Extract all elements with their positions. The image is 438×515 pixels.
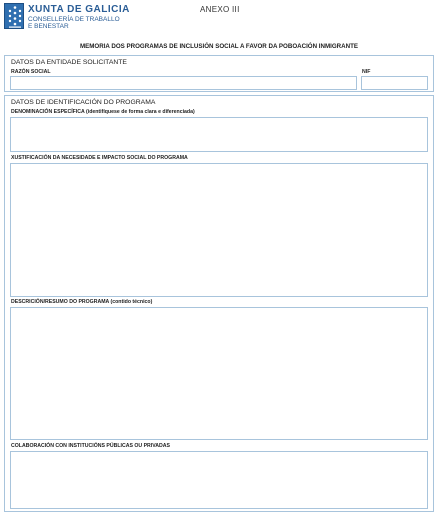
department-line-1: CONSELLERÍA DE TRABALLO	[28, 16, 120, 23]
program-section-title: DATOS DE IDENTIFICACIÓN DO PROGRAMA	[11, 99, 156, 106]
document-title: MEMORIA DOS PROGRAMAS DE INCLUSIÓN SOCIAL A FAVOR DA POBOACIÓN INMIGRANTE	[80, 43, 358, 50]
nif-label: NIF	[362, 69, 371, 75]
denominacion-field[interactable]	[10, 117, 428, 152]
org-name: XUNTA DE GALICIA	[28, 4, 130, 15]
razon-social-field[interactable]	[10, 76, 357, 90]
xustificacion-field[interactable]	[10, 163, 428, 297]
razon-social-label: RAZÓN SOCIAL	[11, 69, 51, 75]
denominacion-label: DENOMINACIÓN ESPECÍFICA (identifíquese de forma clara e diferenciada)	[11, 109, 195, 115]
department-name	[28, 16, 120, 30]
program-section	[4, 95, 434, 512]
department-line-2: E BENESTAR	[28, 23, 69, 30]
descricion-field[interactable]	[10, 307, 428, 440]
entity-section-title: DATOS DA ENTIDADE SOLICITANTE	[11, 59, 127, 66]
nif-field[interactable]	[361, 76, 428, 90]
descricion-label: DESCRICIÓN/RESUMO DO PROGRAMA (contido técnico)	[11, 299, 153, 305]
colaboracion-label: COLABORACIÓN CON INSTITUCIÓNS PÚBLICAS OU PRIVADAS	[11, 443, 170, 449]
annex-label: ANEXO III	[200, 5, 240, 14]
page-header	[4, 3, 434, 33]
xustificacion-label: XUSTIFICACIÓN DA NECESIDADE E IMPACTO SOCIAL DO PROGRAMA	[11, 155, 188, 161]
xunta-crest-icon	[4, 3, 24, 29]
colaboracion-field[interactable]	[10, 451, 428, 509]
entity-section	[4, 55, 434, 92]
